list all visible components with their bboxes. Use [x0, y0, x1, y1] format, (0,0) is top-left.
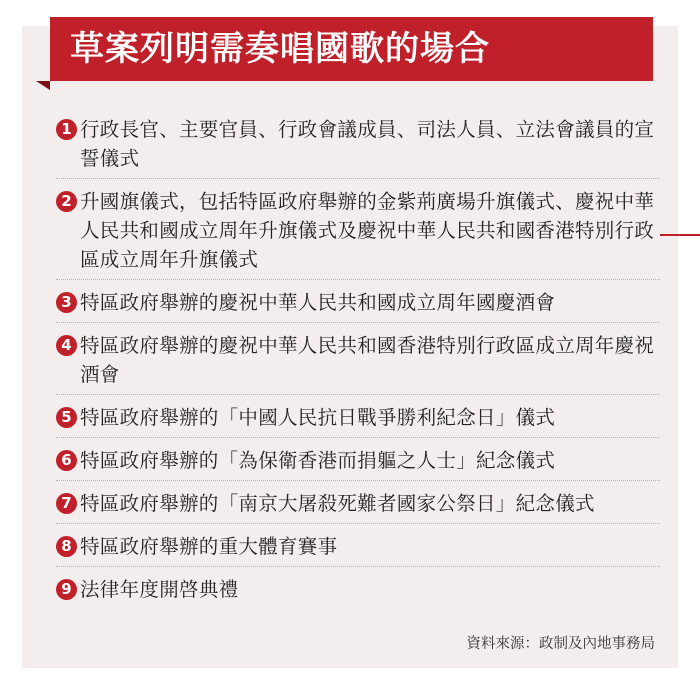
item-text: 特區政府舉辦的「南京大屠殺死難者國家公祭日」紀念儀式 [80, 492, 595, 515]
number-badge: 3 [56, 292, 77, 313]
number-badge: 4 [56, 335, 77, 356]
number-badge: 9 [56, 579, 77, 600]
list-item [56, 441, 660, 481]
occasion-list [56, 110, 660, 612]
list-item [56, 326, 660, 395]
number-badge: 2 [56, 191, 77, 212]
number-badge: 5 [56, 407, 77, 428]
item-text: 特區政府舉辦的重大體育賽事 [80, 535, 338, 558]
page-title: 草案列明需奏唱國歌的場合 [70, 29, 490, 69]
list-item [56, 527, 660, 567]
item-text: 升國旗儀式，包括特區政府舉辦的金紫荊廣場升旗儀式、慶祝中華人民共和國成立周年升旗儀式及慶祝中華人民共和國香港特別行政區成立周年升旗儀式 [80, 190, 655, 271]
list-item [56, 283, 660, 323]
number-badge: 8 [56, 536, 77, 557]
list-item [56, 570, 660, 609]
list-item [56, 182, 660, 280]
item-text: 特區政府舉辦的慶祝中華人民共和國香港特別行政區成立周年慶祝酒會 [80, 334, 655, 386]
item-text: 特區政府舉辦的「中國人民抗日戰爭勝利紀念日」儀式 [80, 406, 556, 429]
number-badge: 1 [56, 119, 77, 140]
item-text: 法律年度開啓典禮 [80, 578, 239, 601]
item-text: 行政長官、主要官員、行政會議成員、司法人員、立法會議員的宣誓儀式 [80, 118, 655, 170]
item-text: 特區政府舉辦的慶祝中華人民共和國成立周年國慶酒會 [80, 291, 556, 314]
accent-line [660, 234, 700, 236]
list-item [56, 398, 660, 438]
item-text: 特區政府舉辦的「為保衛香港而捐軀之人士」紀念儀式 [80, 449, 556, 472]
source-note: 資料來源：政制及內地事務局 [466, 636, 655, 652]
list-item [56, 110, 660, 179]
list-item [56, 484, 660, 524]
number-badge: 7 [56, 493, 77, 514]
banner-fold [36, 81, 50, 90]
number-badge: 6 [56, 450, 77, 471]
